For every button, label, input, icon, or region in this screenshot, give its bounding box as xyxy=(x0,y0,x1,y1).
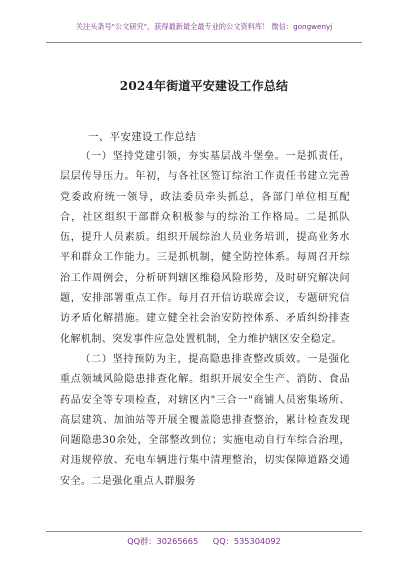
footer xyxy=(0,536,408,547)
footer-divider xyxy=(46,531,362,532)
document-body xyxy=(60,147,350,492)
body-paragraph: （二）坚持预防为主，提高隐患排查整改质效。一是强化重点领域风险隐患排查化解。组织开展安全生产、消防、食品药品安全等专项检查，对辖区内"三合一"商铺人员密集场所、高层建筑、加油站等开展全覆盖隐患排查整治，累计检查发现问题隐患30余处，全部整改到位；实施电动自行车综合治理，对违规停放、充电车辆进行集中清理整治，切实保障道路交通安全。二是强化重点人群服务 xyxy=(60,353,350,487)
section-heading: 一、平安建设工作总结 xyxy=(88,131,196,143)
footer-qq-group: QQ群：30265665 xyxy=(127,536,199,546)
header-notice: 关注头条号"公文研究"，获得最新最全最专业的公文资料库！ 微信：gongwenyj xyxy=(75,22,333,31)
body-paragraph: （一）坚持党建引领，夯实基层战斗堡垒。一是抓责任，层层传导压力。年初，与各社区签订综治工作责任书建立完善党委政府统一领导，政法委员牵头抓总，各部门单位相互配合，社区组织干部群众积极参与的综治工作格局。二是抓队伍，提升人员素质。组织开展综治人员业务培训，提高业务水平和群众工作能力。三是抓机制，健全防控体系。每周召开综治工作周例会，分析研判辖区维稳风险形势，及时研究解决问题，安排部署重点工作。每月召开信访联席会议，专题研究信访矛盾化解措施。建立健全社会治安防控体系、矛盾纠纷排查化解机制、突发事件应急处置机制，全力维护辖区安全稳定。 xyxy=(60,151,350,345)
header-divider xyxy=(46,42,362,43)
document-title: 2024年街道平安建设工作总结 xyxy=(119,79,289,93)
footer-qq: QQ：535304092 xyxy=(212,536,281,546)
